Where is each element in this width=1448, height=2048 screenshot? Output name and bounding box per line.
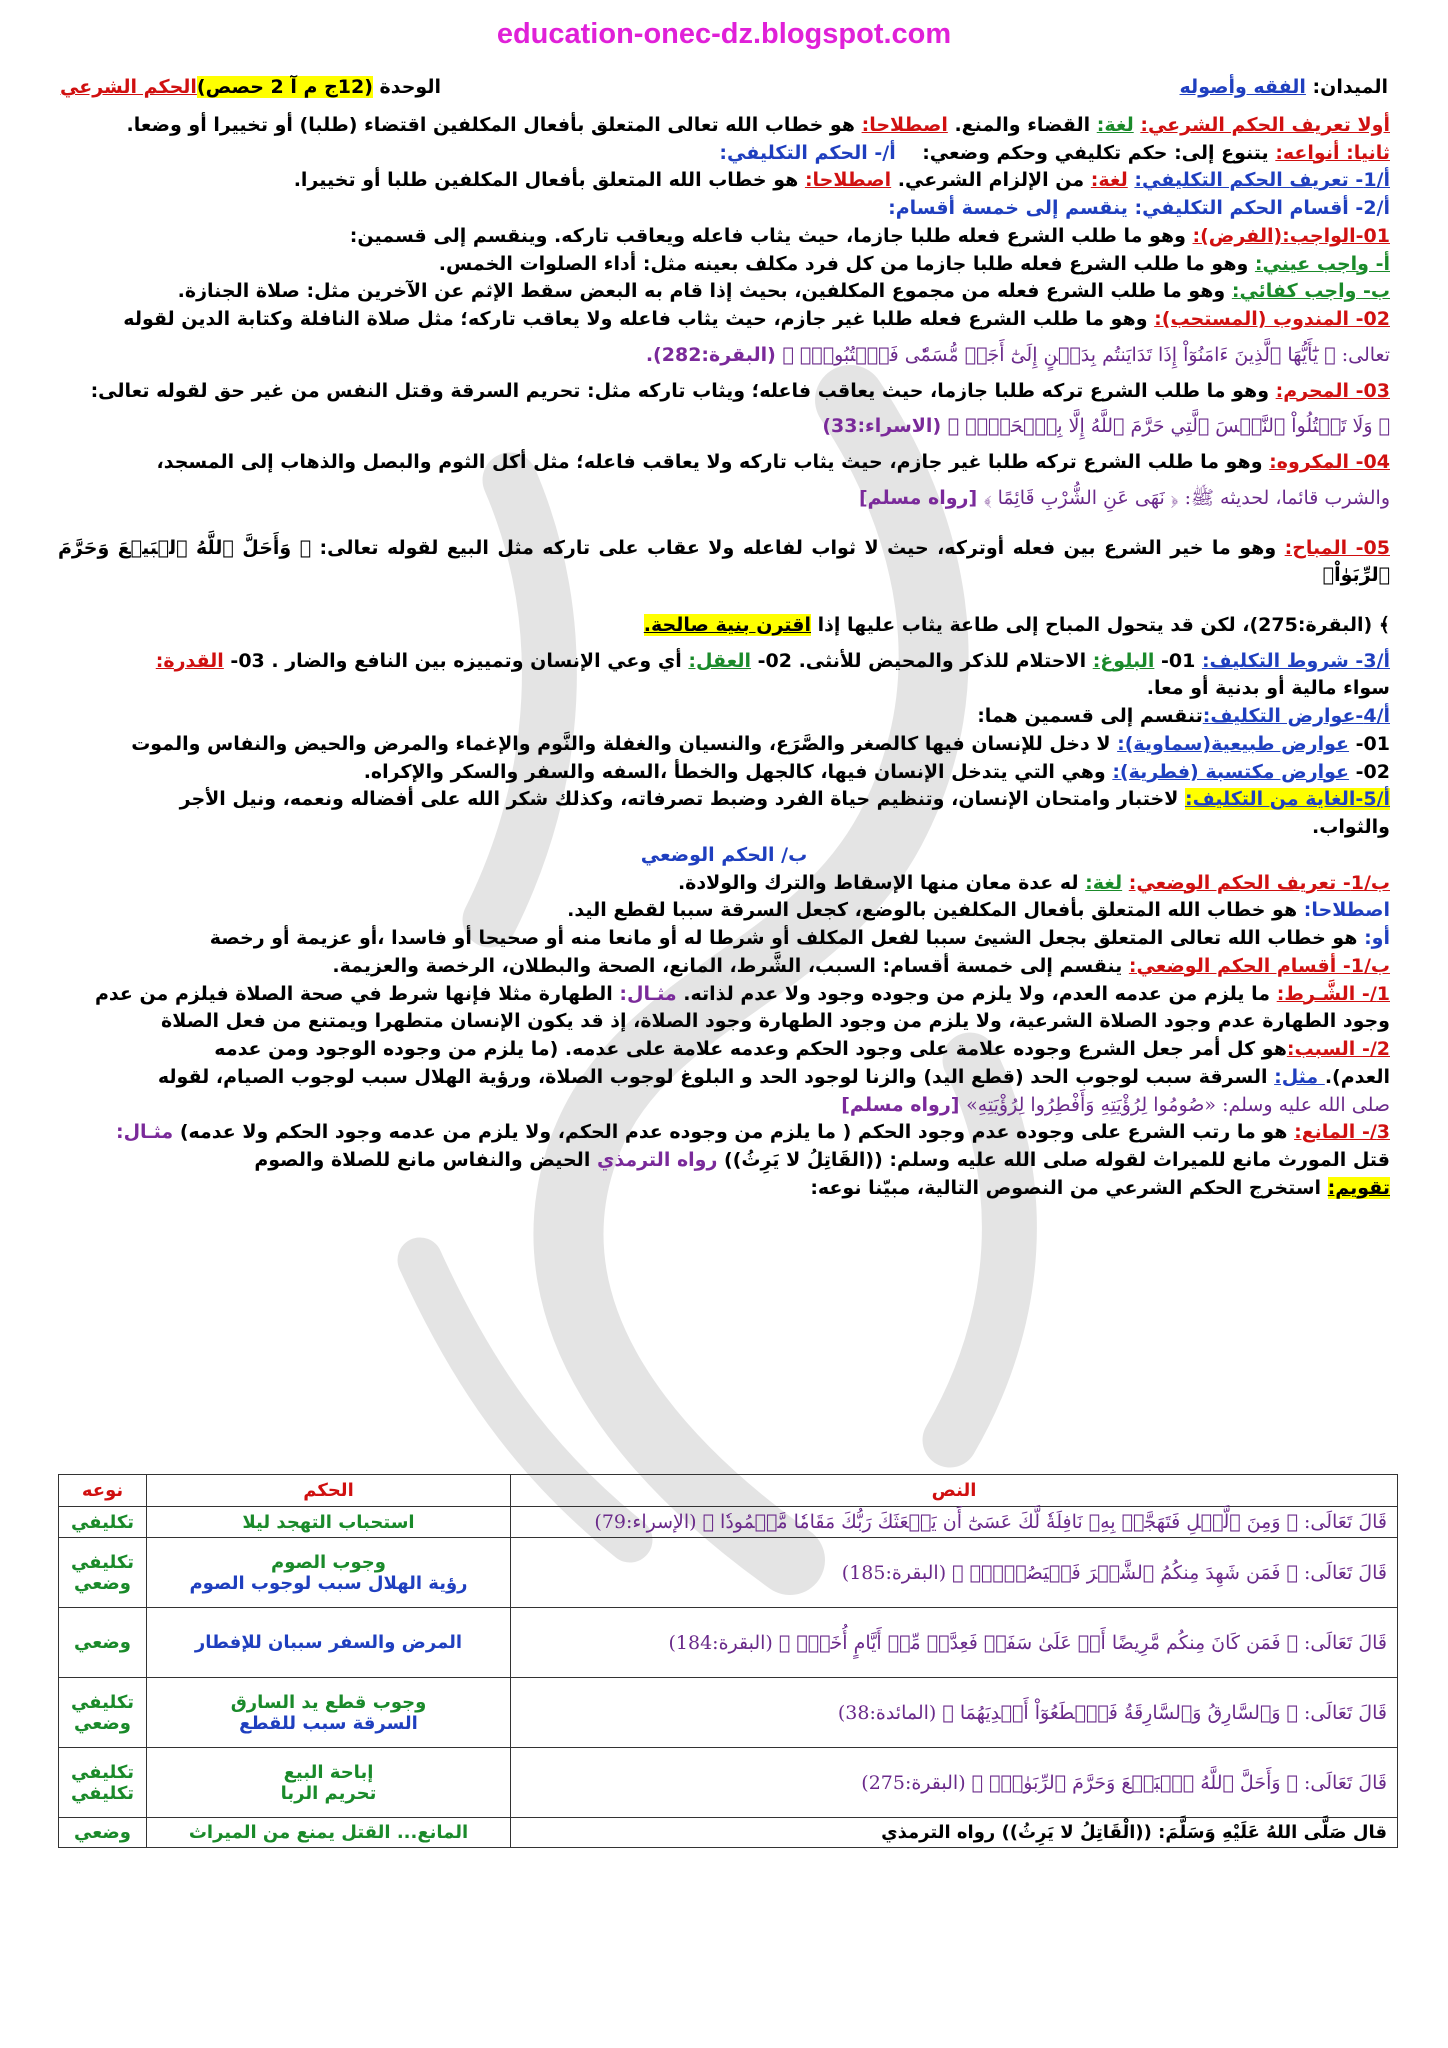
unit-info <box>60 76 441 98</box>
table-row: قَالَ تَعَالَى: ﴿ وَأَحَلَّ ٱللَّهُ ٱلۡبَيۡعَ وَحَرَّمَ ٱلرِّبَوٰاْۚ ﴾ (البقرة:275) إباحة البيع تحريم الربا تكليفي تكليفي <box>59 1748 1398 1818</box>
mandub-ayah: تعالى: ﴿ يَٰٓأَيُّهَا ٱلَّذِينَ ءَامَنُوٓاْ إِذَا تَدَايَنتُم بِدَيۡنٍ إِلَىٰٓ أَجَلٖ مُّسَمّٗى فَٱكۡتُبُوهُۚ ﴾ (البقرة:282). <box>645 343 1390 366</box>
page-header <box>60 72 1388 112</box>
wajib-line: 01-الواجب:(الفرض): وهو ما طلب الشرع فعله طلبا جازما، حيث يثاب فاعله ويعاقب تاركه. وينقسم إلى قسمين: <box>349 224 1390 247</box>
wadi-divisions: ب/1- أقسام الحكم الوضعي: ينقسم إلى خمسة أقسام: السبب، الشَّرط، المانع، الصحة والبطلان، الرخصة والعزيمة. <box>332 954 1390 977</box>
mubah-line: 05- المباح: وهو ما خير الشرع بين فعله أوتركه، حيث لا ثواب لفاعله ولا عقاب على تاركه مثل البيع لقوله تعالى: ﴿ وَأَحَلَّ ٱللَّهُ ٱلۡبَيۡعَ وَحَرَّمَ ٱلرِّبَوٰاْۚ <box>58 536 1390 587</box>
site-url[interactable]: education-onec-dz.blogspot.com <box>496 18 952 50</box>
shart-line-2: وجود الطهارة عدم وجود الصلاة الشرعية، ولا يلزم من وجود الطهارة وجود الصلاة، إذ قد يكون الإنسان متطهرا ويمتنع من فعل الصلاة <box>161 1010 1390 1033</box>
wadi-heading: ب/ الحكم الوضعي <box>640 843 808 866</box>
field-info <box>1180 76 1388 98</box>
muharram-ayah: ﴿ وَلَا تَقۡتُلُواْ ٱلنَّفۡسَ ٱلَّتِي حَرَّمَ ٱللَّهُ إِلَّا بِٱلۡحَقِّۗ ﴾ (الاسراء:33) <box>822 415 1390 438</box>
obstacles-line: أ/4-عوارض التكليف:تنقسم إلى قسمين هما: <box>977 705 1390 728</box>
purpose-line-2: والثواب. <box>1312 816 1390 839</box>
wadi-alternative: أو: هو خطاب الله تعالى المتعلق بجعل الشيئ سببا لفعل المكلف أو شرطا له أو مانعا منه أو صحيحا أو فاسدا ،أو عزيمة أو رخصة <box>209 927 1390 950</box>
table-row: قَالَ تَعَالَى: ﴿ وَمِنَ ٱلَّيۡلِ فَتَهَجَّدۡ بِهِۦ نَافِلَةٗ لَّكَ عَسَىٰٓ أَن يَبۡعَثَكَ رَبُّكَ مَقَامٗا مَّحۡمُودٗا ﴾ (الإسراء:79) استحباب التهجد ليلا تكليفي <box>59 1507 1398 1538</box>
table-row: قَالَ تَعَالَى: ﴿ فَمَن شَهِدَ مِنكُمُ ٱلشَّهۡرَ فَلۡيَصُمۡهُۖ ﴾ (البقرة:185) وجوب الصوم رؤية الهلال سبب لوجوب الصوم تكليفي وضعي <box>59 1538 1398 1608</box>
mandub-line: 02- المندوب (المستحب): وهو ما طلب الشرع فعله طلبا غير جازم، حيث يثاب فاعله ولا يعاقب تاركه؛ مثل صلاة النافلة وكتابة الدين لقوله <box>123 308 1390 331</box>
mani-line: 3/- المانع: هو ما رتب الشرع على وجوده عدم وجود الحكم ( ما يلزم من وجوده عدم الحكم، ولا يلزم من عدمه وجود الحكم ولا عدمه) مثـال: <box>115 1121 1390 1144</box>
col-type-header: نوعه <box>59 1475 147 1507</box>
table-row: قَالَ تَعَالَى: ﴿ وَٱلسَّارِقُ وَٱلسَّارِقَةُ فَٱقۡطَعُوٓاْ أَيۡدِيَهُمَا ﴾ (المائدة:38) وجوب قطع يد السارق السرقة سبب للقطع تكليفي وضعي <box>59 1678 1398 1748</box>
mubah-note: ﴾ (البقرة:275)، لكن قد يتحول المباح إلى طاعة يثاب عليها إذا اقترن بنية صالحة. <box>643 614 1390 637</box>
obstacles-natural: 01- عوارض طبيعية(سماوية): لا دخل للإنسان فيها كالصغر والصَّرَع، والنسيان والغفلة والنَّوم والإغماء والمرض والحيض والنفاس والموت <box>131 732 1390 755</box>
assessment-table <box>58 1474 1398 1848</box>
unit-badge: (12ج م آ 2 حصص) <box>196 76 373 98</box>
wajib-ayni-line: أ- واجب عيني: وهو ما طلب الشرع فعله طلبا جازما من كل فرد مكلف بعينه مثل: أداء الصلوات الخمس. <box>438 252 1390 275</box>
makruh-hadith: والشرب قائما، لحديثه ﷺ: ﴿ نَهَى عَنِ الشُّرْبِ قَائِمًا ﴾ [رواه مسلم] <box>858 486 1390 509</box>
wadi-technical: اصطلاحا: هو خطاب الله المتعلق بأفعال المكلفين بالوضع، كجعل السرقة سببا لقطع اليد. <box>567 899 1390 922</box>
sabab-hadith: صلى الله عليه وسلم: «صُومُوا لِرُؤْيَتِهِ وَأَفْطِرُوا لِرُؤْيَتِهِ» [رواه مسلم] <box>841 1093 1390 1116</box>
types-line: ثانيا: أنواعه: يتنوع إلى: حكم تكليفي وحكم وضعي: أ/- الحكم التكليفي: <box>719 141 1390 164</box>
purpose-line: أ/5-الغاية من التكليف: لاختبار وامتحان الإنسان، وتنظيم حياة الفرد وضبط تصرفاته، وكذلك شكر الله على أفضاله ونعمه، ونيل الأجر <box>179 788 1390 811</box>
taklifi-divisions: أ/2- أقسام الحكم التكليفي: ينقسم إلى خمسة أقسام: <box>888 197 1390 220</box>
lesson-content <box>58 112 1390 1202</box>
table-row: قال صَلَّى اللهُ عَلَيْهِ وَسَلَّمَ: ((الْقَاتِلُ لا يَرِثُ)) رواه الترمذي المانع... القتل يمنع من الميراث وضعي <box>59 1818 1398 1848</box>
col-text-header: النص <box>511 1475 1398 1507</box>
field-label: الميدان: <box>1312 76 1388 98</box>
col-rule-header: الحكم <box>147 1475 511 1507</box>
unit-label: الوحدة <box>379 76 441 98</box>
mani-example: قتل المورث مانع للميراث لقوله صلى الله عليه وسلم: ((القَاتِلُ لا يَرِثُ)) رواه الترمذي الحيض والنفاس مانع للصلاة والصوم <box>254 1148 1390 1171</box>
conditions-line: أ/3- شروط التكليف: 01- البلوغ: الاحتلام للذكر والمحيض للأنثى. 02- العقل: أي وعي الإنسان وتمييزه بين النافع والضار . 03- القدرة: <box>155 649 1390 672</box>
sabab-line: 2/- السبب:هو كل أمر جعل الشرع وجوده علامة على وجود الحكم وعدمه علامة على عدمه. (ما يلزم من وجوده الوجود ومن عدمه <box>214 1038 1390 1061</box>
table-row: قَالَ تَعَالَى: ﴿ فَمَن كَانَ مِنكُم مَّرِيضًا أَوۡ عَلَىٰ سَفَرٖ فَعِدَّةٞ مِّنۡ أَيَّامٍ أُخَرَۚ ﴾ (البقرة:184) المرض والسفر سببان للإفطار وضعي <box>59 1608 1398 1678</box>
conditions-line-2: سواء مالية أو بدنية أو معا. <box>1146 677 1390 700</box>
table-header-row <box>59 1475 1398 1507</box>
assessment-line: تقويم: استخرج الحكم الشرعي من النصوص التالية، مبيّنا نوعه: <box>810 1176 1390 1199</box>
sabab-line-2: العدم). مثل: السرقة سبب لوجوب الحد (قطع اليد) والزنا لوجود الحد و البلوغ لوجوب الصلاة، ورؤية الهلال سبب لوجوب الصيام، لقوله <box>157 1065 1390 1088</box>
shart-line: 1/- الشَّـرط: ما يلزم من عدمه العدم، ولا يلزم من وجوده وجود ولا عدم لذاته. مثـال: الطهارة مثلا فإنها شرط في صحة الصلاة فيلزم من عدم <box>94 982 1390 1005</box>
unit-title: الحكم الشرعي <box>60 76 197 98</box>
obstacles-acquired: 02- عوارض مكتسبة (فطرية): وهي التي يتدخل الإنسان فيها، كالجهل والخطأ ،السفه والسفر والسكر والإكراه. <box>363 760 1390 783</box>
taklifi-definition: أ/1- تعريف الحكم التكليفي: لغة: من الإلزام الشرعي. اصطلاحا: هو خطاب الله المتعلق بأفعال المكلفين طلبا أو تخييرا. <box>293 169 1390 192</box>
wadi-definition: ب/1- تعريف الحكم الوضعي: لغة: له عدة معان منها الإسقاط والترك والولادة. <box>677 871 1390 894</box>
makruh-line: 04- المكروه: وهو ما طلب الشرع تركه طلبا غير جازم، حيث يثاب تاركه ولا يعاقب فاعله؛ مثل أكل الثوم والبصل والذهاب إلى المسجد، <box>156 451 1390 474</box>
field-value: الفقه وأصوله <box>1179 76 1306 98</box>
muharram-line: 03- المحرم: وهو ما طلب الشرع تركه طلبا جازما، حيث يعاقب فاعله؛ ويثاب تاركه مثل: تحريم السرقة وقتل النفس من غير حق لقوله تعالى: <box>90 379 1390 402</box>
wajib-kifai-line: ب- واجب كفائي: وهو ما طلب الشرع فعله من مجموع المكلفين، بحيث إذا قام به البعض سقط الإثم عن الآخرين مثل: صلاة الجنازة. <box>177 280 1390 303</box>
definition-line: أولا تعريف الحكم الشرعي: لغة: القضاء والمنع. اصطلاحا: هو خطاب الله تعالى المتعلق بأفعال المكلفين اقتضاء (طلبا) أو تخييرا أو وضعا. <box>126 114 1390 136</box>
